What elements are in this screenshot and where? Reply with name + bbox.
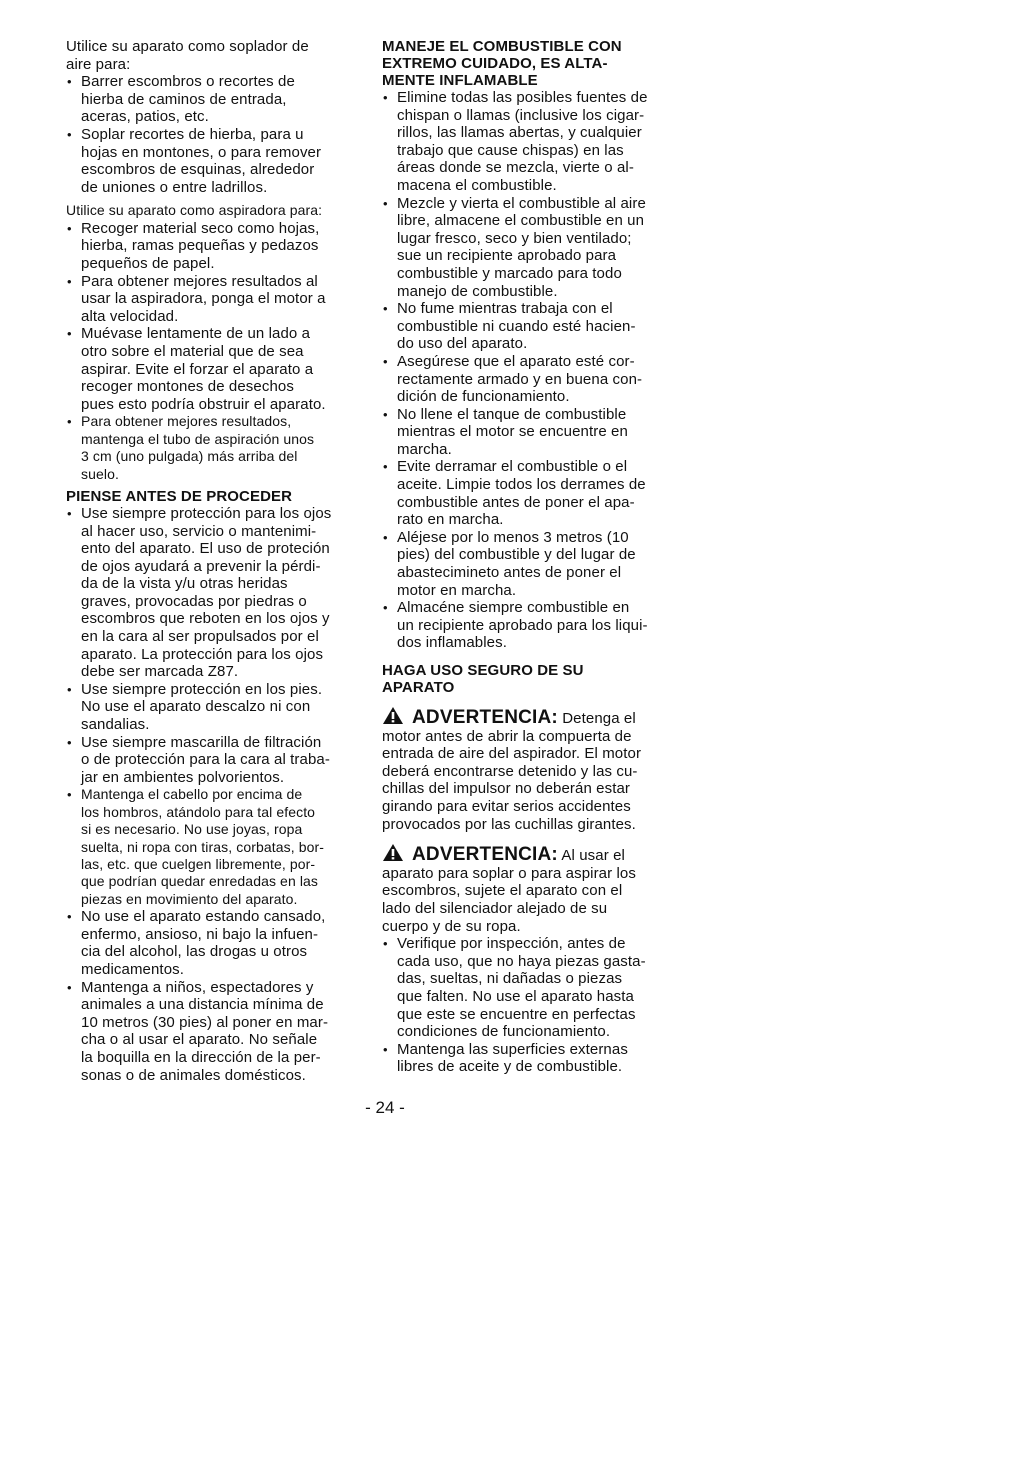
list-item: • Aléjese por lo menos 3 metros (10 pies) del combustible y del lugar de abastecimineto antes de poner el motor en marcha. <box>382 529 678 599</box>
warning-lead-text: Al usar el <box>561 847 625 865</box>
list-item: • Evite derramar el combustible o el aceite. Limpie todos los derrames de combustible antes de poner el apa- rato en marcha. <box>382 458 678 528</box>
list-item: • Barrer escombros o recortes de hierba de caminos de entrada, aceras, patios, etc. <box>66 73 364 126</box>
list-item: • Verifique por inspección, antes de cada uso, que no haya piezas gasta- das, sueltas, ni dañadas o piezas que falten. No use el aparato hasta que este se encuentre en perfectas condiciones de funcionamiento. <box>382 935 678 1041</box>
fuel-list <box>382 89 678 652</box>
list-item: • Almacéne siempre combustible en un recipiente aprobado para los liqui- dos inflamables. <box>382 599 678 652</box>
right-column <box>382 38 678 1076</box>
section-heading-safe-use: HAGA USO SEGURO DE SU APARATO <box>382 662 584 696</box>
list-item: • Para obtener mejores resultados, mantenga el tubo de aspiración unos 3 cm (uno pulgada) más arriba del suelo. <box>66 413 364 483</box>
list-item: • Use siempre protección para los ojos al hacer uso, servicio o mantenimi- ento del aparato. El uso de proteción de ojos ayudará a prevenir la pérdi- da de la vista y/u otras heridas graves, provocadas por piedras o escombros que reboten en los ojos y en la cara al ser propulsados por el aparato. La protección para los ojos debe ser marcada Z87. <box>66 505 364 681</box>
list-item: • No llene el tanque de combustible mientras el motor se encuentre en marcha. <box>382 406 678 459</box>
warning-triangle-icon <box>382 843 404 862</box>
list-item: • Para obtener mejores resultados al usar la aspiradora, ponga el motor a alta velocidad. <box>66 273 364 326</box>
think-list <box>66 505 364 1084</box>
list-item: • Mantenga a niños, espectadores y animales a una distancia mínima de 10 metros (30 pies) al poner en mar- cha o al usar el aparato. No señale la boquilla en la dirección de la per- sonas o de animales domésticos. <box>66 979 364 1085</box>
warning-header <box>382 706 678 728</box>
list-item: • Use siempre mascarilla de filtración o de protección para la cara al traba- jar en ambientes polvorientos. <box>66 734 364 787</box>
warning-block-blower <box>382 843 678 935</box>
page-number: - 24 - <box>365 1098 405 1117</box>
warning-header <box>382 843 678 865</box>
section-heading-think: PIENSE ANTES DE PROCEDER <box>66 487 293 505</box>
list-item: • Asegúrese que el aparato esté cor- rectamente armado y en buena con- dición de funcionamiento. <box>382 353 678 406</box>
vacuum-intro: Utilice su aparato como aspiradora para: <box>66 202 323 219</box>
list-item: • Recoger material seco como hojas, hierba, ramas pequeñas y pedazos pequeños de papel. <box>66 220 364 273</box>
warning-lead-text: Detenga el <box>562 710 636 727</box>
list-item: • Soplar recortes de hierba, para u hojas en montones, o para remover escombros de esquinas, alrededor de uniones o entre ladrillos. <box>66 126 364 196</box>
warning-block-motor <box>382 706 678 833</box>
warning-body: aparato para soplar o para aspirar los escombros, sujete el aparato con el lado del silenciador alejado de su cuerpo y de su ropa. <box>382 864 636 935</box>
warning-body: motor antes de abrir la compuerta de entrada de aire del aspirador. El motor deberá encontrarse detenido y las cu- chillas del impulsor no deberán estar girando para evitar serios accidentes provocados por las cuchillas girantes. <box>382 727 642 833</box>
blower-list <box>66 73 364 196</box>
list-item: • No fume mientras trabaja con el combustible ni cuando esté hacien- do uso del aparato. <box>382 300 678 353</box>
list-item: • Mantenga las superficies externas libres de aceite y de combustible. <box>382 1041 678 1076</box>
list-item: • No use el aparato estando cansado, enfermo, ansioso, ni bajo la infuen- cia del alcohol, las drogas u otros medicamentos. <box>66 908 364 978</box>
section-heading-fuel: MANEJE EL COMBUSTIBLE CON EXTREMO CUIDADO, ES ALTA- MENTE INFLAMABLE <box>382 38 622 89</box>
list-item: • Muévase lentamente de un lado a otro sobre el material que de sea aspirar. Evite el forzar el aparato a recoger montones de desechos pues esto podría obstruir el aparato. <box>66 325 364 413</box>
safe-use-list <box>382 935 678 1076</box>
list-item: • Use siempre protección en los pies. No use el aparato descalzo ni con sandalias. <box>66 681 364 734</box>
left-column <box>66 38 364 1084</box>
warning-title: ADVERTENCIA: <box>412 707 558 728</box>
list-item: • Elimine todas las posibles fuentes de chispan o llamas (inclusive los cigar- rillos, las llamas abertas, y cualquier trabajo que cause chispas) en las áreas donde se mezcla, vierte o al- macena el combustible. <box>382 89 678 195</box>
warning-title: ADVERTENCIA: <box>412 844 558 866</box>
vacuum-list <box>66 220 364 483</box>
blower-intro: Utilice su aparato como soplador de aire para: <box>66 38 309 73</box>
list-item: • Mantenga el cabello por encima de los hombros, atándolo para tal efecto si es necesario. No use joyas, ropa suelta, ni ropa con tiras, corbatas, bor- las, etc. que cuelgen libremente, por- que podrían quedar enredadas en las piezas en movimiento del aparato. <box>66 786 364 908</box>
warning-triangle-icon <box>382 706 404 725</box>
list-item: • Mezcle y vierta el combustible al aire libre, almacene el combustible en un lugar fresco, seco y bien ventilado; sue un recipiente aprobado para combustible y marcado para todo manejo de combustible. <box>382 195 678 301</box>
